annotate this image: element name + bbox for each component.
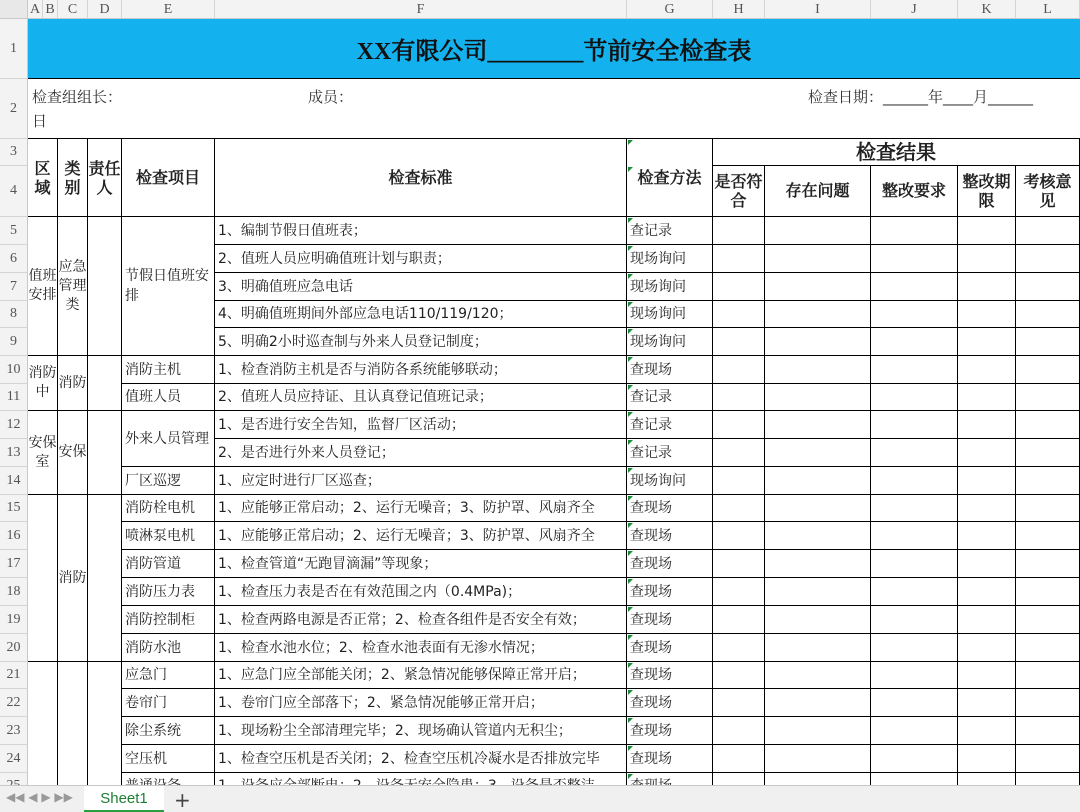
check-item-r10[interactable]: 消防主机 xyxy=(122,356,215,384)
method-cell-15[interactable]: 查现场 xyxy=(627,495,713,522)
comment-marker xyxy=(628,412,633,417)
comment-marker xyxy=(628,218,633,223)
row-header-4[interactable]: 4 xyxy=(0,166,28,217)
area-group-5[interactable] xyxy=(28,662,58,800)
result-cell-I10[interactable] xyxy=(765,356,871,384)
leader-label: 检查组组长： xyxy=(32,88,123,106)
result-cell-L22[interactable] xyxy=(1016,689,1080,717)
result-cell-H12[interactable] xyxy=(713,411,765,439)
standard-cell-24[interactable]: 1、检查空压机是否关闭；2、检查空压机冷凝水是否排放完毕 xyxy=(215,745,627,773)
comment-marker xyxy=(628,690,633,695)
result-cell-K23[interactable] xyxy=(958,717,1016,745)
result-cell-J14[interactable] xyxy=(871,467,958,495)
row-header-6[interactable]: 6 xyxy=(0,245,28,273)
result-cell-K19[interactable] xyxy=(958,606,1016,634)
row-header-10[interactable]: 10 xyxy=(0,356,28,384)
result-cell-K10[interactable] xyxy=(958,356,1016,384)
check-item-r22[interactable]: 卷帘门 xyxy=(122,689,215,717)
standard-cell-20[interactable]: 1、检查水池水位；2、检查水池表面有无渗水情况； xyxy=(215,634,627,662)
result-cell-L7[interactable] xyxy=(1016,273,1080,301)
result-cell-J5[interactable] xyxy=(871,217,958,245)
row2-info[interactable] xyxy=(28,79,1080,139)
check-item-r16[interactable]: 喷淋泵电机 xyxy=(122,522,215,550)
column-header-I[interactable]: I xyxy=(765,0,871,19)
result-cell-J10[interactable] xyxy=(871,356,958,384)
method-cell-6[interactable]: 现场询问 xyxy=(627,245,713,273)
method-cell-22[interactable]: 查现场 xyxy=(627,689,713,717)
result-cell-I24[interactable] xyxy=(765,745,871,773)
standard-cell-17[interactable]: 1、检查管道“无跑冒滴漏”等现象； xyxy=(215,550,627,578)
row-header-9[interactable]: 9 xyxy=(0,328,28,356)
method-cell-18[interactable]: 查现场 xyxy=(627,578,713,606)
comment-marker xyxy=(628,718,633,723)
row-header-23[interactable]: 23 xyxy=(0,717,28,745)
result-cell-I20[interactable] xyxy=(765,634,871,662)
result-cell-K16[interactable] xyxy=(958,522,1016,550)
result-cell-K6[interactable] xyxy=(958,245,1016,273)
row-header-22[interactable]: 22 xyxy=(0,689,28,717)
result-cell-I21[interactable] xyxy=(765,662,871,689)
result-cell-J7[interactable] xyxy=(871,273,958,301)
row-header-20[interactable]: 20 xyxy=(0,634,28,662)
result-cell-L12[interactable] xyxy=(1016,411,1080,439)
result-cell-K21[interactable] xyxy=(958,662,1016,689)
check-item-r20[interactable]: 消防水池 xyxy=(122,634,215,662)
result-cell-L19[interactable] xyxy=(1016,606,1080,634)
result-cell-H16[interactable] xyxy=(713,522,765,550)
result-cell-I7[interactable] xyxy=(765,273,871,301)
result-cell-J9[interactable] xyxy=(871,328,958,356)
standard-cell-7[interactable]: 3、明确值班应急电话 xyxy=(215,273,627,301)
row-header-15[interactable]: 15 xyxy=(0,495,28,522)
result-cell-K20[interactable] xyxy=(958,634,1016,662)
comment-marker xyxy=(628,385,633,390)
standard-cell-15[interactable]: 1、应能够正常启动；2、运行无噪音；3、防护罩、风扇齐全 xyxy=(215,495,627,522)
header-method[interactable]: 检查方法 xyxy=(627,139,713,217)
result-cell-I17[interactable] xyxy=(765,550,871,578)
result-cell-H11[interactable] xyxy=(713,384,765,411)
method-cell-7[interactable]: 现场询问 xyxy=(627,273,713,301)
method-cell-9[interactable]: 现场询问 xyxy=(627,328,713,356)
comment-marker xyxy=(628,523,633,528)
result-cell-H19[interactable] xyxy=(713,606,765,634)
row-header-11[interactable]: 11 xyxy=(0,384,28,411)
check-item-r17[interactable]: 消防管道 xyxy=(122,550,215,578)
check-item-r15[interactable]: 消防栓电机 xyxy=(122,495,215,522)
standard-cell-21[interactable]: 1、应急门应全部能关闭；2、紧急情况能够保障正常开启； xyxy=(215,662,627,689)
comment-marker xyxy=(628,246,633,251)
method-cell-24[interactable]: 查现场 xyxy=(627,745,713,773)
check-item-r21[interactable]: 应急门 xyxy=(122,662,215,689)
row-header-1[interactable]: 1 xyxy=(0,19,28,79)
member-label: 成员： xyxy=(308,88,354,106)
standard-cell-18[interactable]: 1、检查压力表是否在有效范围之内（0.4MPa)； xyxy=(215,578,627,606)
result-cell-L21[interactable] xyxy=(1016,662,1080,689)
result-cell-L9[interactable] xyxy=(1016,328,1080,356)
result-cell-L5[interactable] xyxy=(1016,217,1080,245)
result-cell-I15[interactable] xyxy=(765,495,871,522)
comment-marker xyxy=(628,140,633,145)
result-cell-L23[interactable] xyxy=(1016,717,1080,745)
column-header-L[interactable]: L xyxy=(1016,0,1080,19)
method-cell-12[interactable]: 查记录 xyxy=(627,411,713,439)
result-cell-L8[interactable] xyxy=(1016,301,1080,328)
header-item[interactable]: 检查项目 xyxy=(122,139,215,217)
header-result[interactable]: 检查结果 xyxy=(713,139,1080,166)
result-cell-J6[interactable] xyxy=(871,245,958,273)
column-header-J[interactable]: J xyxy=(871,0,958,19)
row-header-13[interactable]: 13 xyxy=(0,439,28,467)
standard-cell-10[interactable]: 1、检查消防主机是否与消防各系统能够联动； xyxy=(215,356,627,384)
row-header-3[interactable]: 3 xyxy=(0,139,28,166)
result-cell-L18[interactable] xyxy=(1016,578,1080,606)
result-cell-I11[interactable] xyxy=(765,384,871,411)
result-cell-K7[interactable] xyxy=(958,273,1016,301)
result-cell-J11[interactable] xyxy=(871,384,958,411)
result-cell-J21[interactable] xyxy=(871,662,958,689)
result-cell-H8[interactable] xyxy=(713,301,765,328)
area-group-1[interactable]: 值班安排 xyxy=(28,217,58,356)
row-header-7[interactable]: 7 xyxy=(0,273,28,301)
result-cell-L10[interactable] xyxy=(1016,356,1080,384)
result-cell-K18[interactable] xyxy=(958,578,1016,606)
result-cell-J12[interactable] xyxy=(871,411,958,439)
result-cell-I9[interactable] xyxy=(765,328,871,356)
comment-marker xyxy=(628,635,633,640)
standard-cell-13[interactable]: 2、是否进行外来人员登记； xyxy=(215,439,627,467)
owner-group-3[interactable] xyxy=(88,411,122,495)
method-cell-23[interactable]: 查现场 xyxy=(627,717,713,745)
result-cell-H9[interactable] xyxy=(713,328,765,356)
result-cell-J18[interactable] xyxy=(871,578,958,606)
header-conform[interactable]: 是否符合 xyxy=(713,166,765,217)
check-item-r14[interactable]: 厂区巡逻 xyxy=(122,467,215,495)
tab-nav-arrows[interactable]: ◀◀ ◀ ▶ ▶▶ xyxy=(6,790,73,804)
row-header-2[interactable]: 2 xyxy=(0,79,28,139)
result-cell-H20[interactable] xyxy=(713,634,765,662)
result-cell-K8[interactable] xyxy=(958,301,1016,328)
method-cell-10[interactable]: 查现场 xyxy=(627,356,713,384)
method-cell-5[interactable]: 查记录 xyxy=(627,217,713,245)
comment-marker xyxy=(628,440,633,445)
add-sheet-button[interactable]: + xyxy=(174,788,191,812)
owner-group-1[interactable] xyxy=(88,217,122,356)
result-cell-I16[interactable] xyxy=(765,522,871,550)
result-cell-H22[interactable] xyxy=(713,689,765,717)
result-cell-K11[interactable] xyxy=(958,384,1016,411)
standard-cell-19[interactable]: 1、检查两路电源是否正常；2、检查各组件是否安全有效； xyxy=(215,606,627,634)
result-cell-J15[interactable] xyxy=(871,495,958,522)
result-cell-H14[interactable] xyxy=(713,467,765,495)
result-cell-J22[interactable] xyxy=(871,689,958,717)
standard-cell-8[interactable]: 4、明确值班期间外部应急电话110/119/120； xyxy=(215,301,627,328)
row-header-24[interactable]: 24 xyxy=(0,745,28,773)
category-group-1[interactable]: 应急管理类 xyxy=(58,217,88,356)
result-cell-J19[interactable] xyxy=(871,606,958,634)
column-header-G[interactable]: G xyxy=(627,0,713,19)
category-group-4[interactable]: 消防 xyxy=(58,495,88,662)
result-cell-L14[interactable] xyxy=(1016,467,1080,495)
result-cell-I23[interactable] xyxy=(765,717,871,745)
row-header-17[interactable]: 17 xyxy=(0,550,28,578)
comment-marker xyxy=(628,329,633,334)
result-cell-J13[interactable] xyxy=(871,439,958,467)
owner-group-4[interactable] xyxy=(88,495,122,662)
result-cell-J23[interactable] xyxy=(871,717,958,745)
result-cell-I18[interactable] xyxy=(765,578,871,606)
row-header-19[interactable]: 19 xyxy=(0,606,28,634)
result-cell-H18[interactable] xyxy=(713,578,765,606)
comment-marker xyxy=(628,663,633,668)
sheet-tab-bar xyxy=(0,785,1080,812)
category-group-3[interactable]: 安保 xyxy=(58,411,88,495)
comment-marker xyxy=(628,774,633,779)
result-cell-K15[interactable] xyxy=(958,495,1016,522)
result-cell-I19[interactable] xyxy=(765,606,871,634)
standard-cell-6[interactable]: 2、值班人员应明确值班计划与职责； xyxy=(215,245,627,273)
result-cell-L16[interactable] xyxy=(1016,522,1080,550)
comment-marker xyxy=(628,468,633,473)
column-header-F[interactable]: F xyxy=(215,0,627,19)
column-header-H[interactable]: H xyxy=(713,0,765,19)
row-header-21[interactable]: 21 xyxy=(0,662,28,689)
result-cell-K9[interactable] xyxy=(958,328,1016,356)
column-header-K[interactable]: K xyxy=(958,0,1016,19)
header-owner[interactable]: 责任人 xyxy=(88,139,122,217)
row-header-12[interactable]: 12 xyxy=(0,411,28,439)
result-cell-K22[interactable] xyxy=(958,689,1016,717)
header-standard[interactable]: 检查标准 xyxy=(215,139,627,217)
method-cell-14[interactable]: 现场询问 xyxy=(627,467,713,495)
result-cell-L24[interactable] xyxy=(1016,745,1080,773)
method-cell-11[interactable]: 查记录 xyxy=(627,384,713,411)
result-cell-H13[interactable] xyxy=(713,439,765,467)
column-header-E[interactable]: E xyxy=(122,0,215,19)
method-cell-21[interactable]: 查现场 xyxy=(627,662,713,689)
header-deadline[interactable]: 整改期限 xyxy=(958,166,1016,217)
result-cell-H10[interactable] xyxy=(713,356,765,384)
date-label: 检查日期：______年____月______ xyxy=(808,88,1034,106)
result-cell-K12[interactable] xyxy=(958,411,1016,439)
row-header-16[interactable]: 16 xyxy=(0,522,28,550)
owner-group-2[interactable] xyxy=(88,356,122,411)
comment-marker xyxy=(628,357,633,362)
category-group-5[interactable] xyxy=(58,662,88,800)
sheet-tab-sheet1[interactable]: Sheet1 xyxy=(84,786,164,812)
comment-marker xyxy=(628,496,633,501)
leader-wrap-text: 日 xyxy=(32,112,48,130)
area-group-2[interactable]: 消防中 xyxy=(28,356,58,411)
check-item-r24[interactable]: 空压机 xyxy=(122,745,215,773)
result-cell-K13[interactable] xyxy=(958,439,1016,467)
method-cell-19[interactable]: 查现场 xyxy=(627,606,713,634)
check-item-r12[interactable]: 外来人员管理 xyxy=(122,411,215,467)
result-cell-H24[interactable] xyxy=(713,745,765,773)
result-cell-I22[interactable] xyxy=(765,689,871,717)
area-group-4[interactable] xyxy=(28,495,58,662)
comment-marker xyxy=(628,551,633,556)
comment-marker xyxy=(628,274,633,279)
result-cell-L6[interactable] xyxy=(1016,245,1080,273)
standard-cell-9[interactable]: 5、明确2小时巡查制与外来人员登记制度； xyxy=(215,328,627,356)
header-area[interactable]: 区域 xyxy=(28,139,58,217)
method-cell-13[interactable]: 查记录 xyxy=(627,439,713,467)
result-cell-I8[interactable] xyxy=(765,301,871,328)
result-cell-L15[interactable] xyxy=(1016,495,1080,522)
method-cell-17[interactable]: 查现场 xyxy=(627,550,713,578)
category-group-2[interactable]: 消防 xyxy=(58,356,88,411)
result-cell-K14[interactable] xyxy=(958,467,1016,495)
result-cell-H21[interactable] xyxy=(713,662,765,689)
standard-cell-5[interactable]: 1、编制节假日值班表； xyxy=(215,217,627,245)
result-cell-L11[interactable] xyxy=(1016,384,1080,411)
standard-cell-11[interactable]: 2、值班人员应持证、且认真登记值班记录； xyxy=(215,384,627,411)
select-all-corner[interactable] xyxy=(0,0,28,19)
row-header-14[interactable]: 14 xyxy=(0,467,28,495)
standard-cell-22[interactable]: 1、卷帘门应全部落下；2、紧急情况能够正常开启； xyxy=(215,689,627,717)
comment-marker xyxy=(628,167,633,172)
result-cell-I6[interactable] xyxy=(765,245,871,273)
header-requirement[interactable]: 整改要求 xyxy=(871,166,958,217)
result-cell-J24[interactable] xyxy=(871,745,958,773)
standard-cell-23[interactable]: 1、现场粉尘全部清理完毕；2、现场确认管道内无积尘； xyxy=(215,717,627,745)
column-header-B[interactable]: B xyxy=(43,0,58,19)
result-cell-J20[interactable] xyxy=(871,634,958,662)
comment-marker xyxy=(628,579,633,584)
header-issue[interactable]: 存在问题 xyxy=(765,166,871,217)
comment-marker xyxy=(628,746,633,751)
standard-cell-12[interactable]: 1、是否进行安全告知，监督厂区活动； xyxy=(215,411,627,439)
header-category[interactable]: 类别 xyxy=(58,139,88,217)
row-header-18[interactable]: 18 xyxy=(0,578,28,606)
row-header-8[interactable]: 8 xyxy=(0,301,28,328)
check-item-r11[interactable]: 值班人员 xyxy=(122,384,215,411)
standard-cell-16[interactable]: 1、应能够正常启动；2、运行无噪音；3、防护罩、风扇齐全 xyxy=(215,522,627,550)
column-header-A[interactable]: A xyxy=(28,0,43,19)
result-cell-J16[interactable] xyxy=(871,522,958,550)
result-cell-J17[interactable] xyxy=(871,550,958,578)
result-cell-H23[interactable] xyxy=(713,717,765,745)
result-cell-H5[interactable] xyxy=(713,217,765,245)
result-cell-H17[interactable] xyxy=(713,550,765,578)
result-cell-K5[interactable] xyxy=(958,217,1016,245)
area-group-3[interactable]: 安保室 xyxy=(28,411,58,495)
check-item-r5[interactable]: 节假日值班安排 xyxy=(122,217,215,356)
result-cell-H15[interactable] xyxy=(713,495,765,522)
result-cell-I12[interactable] xyxy=(765,411,871,439)
method-cell-20[interactable]: 查现场 xyxy=(627,634,713,662)
column-header-C[interactable]: C xyxy=(58,0,88,19)
result-cell-I5[interactable] xyxy=(765,217,871,245)
check-item-r18[interactable]: 消防压力表 xyxy=(122,578,215,606)
check-item-r23[interactable]: 除尘系统 xyxy=(122,717,215,745)
result-cell-K24[interactable] xyxy=(958,745,1016,773)
method-cell-16[interactable]: 查现场 xyxy=(627,522,713,550)
result-cell-K17[interactable] xyxy=(958,550,1016,578)
check-item-r19[interactable]: 消防控制柜 xyxy=(122,606,215,634)
result-cell-J8[interactable] xyxy=(871,301,958,328)
row-header-5[interactable]: 5 xyxy=(0,217,28,245)
result-cell-H7[interactable] xyxy=(713,273,765,301)
comment-marker xyxy=(628,302,633,307)
result-cell-I14[interactable] xyxy=(765,467,871,495)
result-cell-L13[interactable] xyxy=(1016,439,1080,467)
result-cell-H6[interactable] xyxy=(713,245,765,273)
owner-group-5[interactable] xyxy=(88,662,122,800)
column-header-D[interactable]: D xyxy=(88,0,122,19)
header-review[interactable]: 考核意见 xyxy=(1016,166,1080,217)
method-cell-8[interactable]: 现场询问 xyxy=(627,301,713,328)
result-cell-L20[interactable] xyxy=(1016,634,1080,662)
sheet-title[interactable]: XX有限公司________节前安全检查表 xyxy=(28,19,1080,79)
result-cell-I13[interactable] xyxy=(765,439,871,467)
standard-cell-14[interactable]: 1、应定时进行厂区巡查； xyxy=(215,467,627,495)
comment-marker xyxy=(628,607,633,612)
result-cell-L17[interactable] xyxy=(1016,550,1080,578)
